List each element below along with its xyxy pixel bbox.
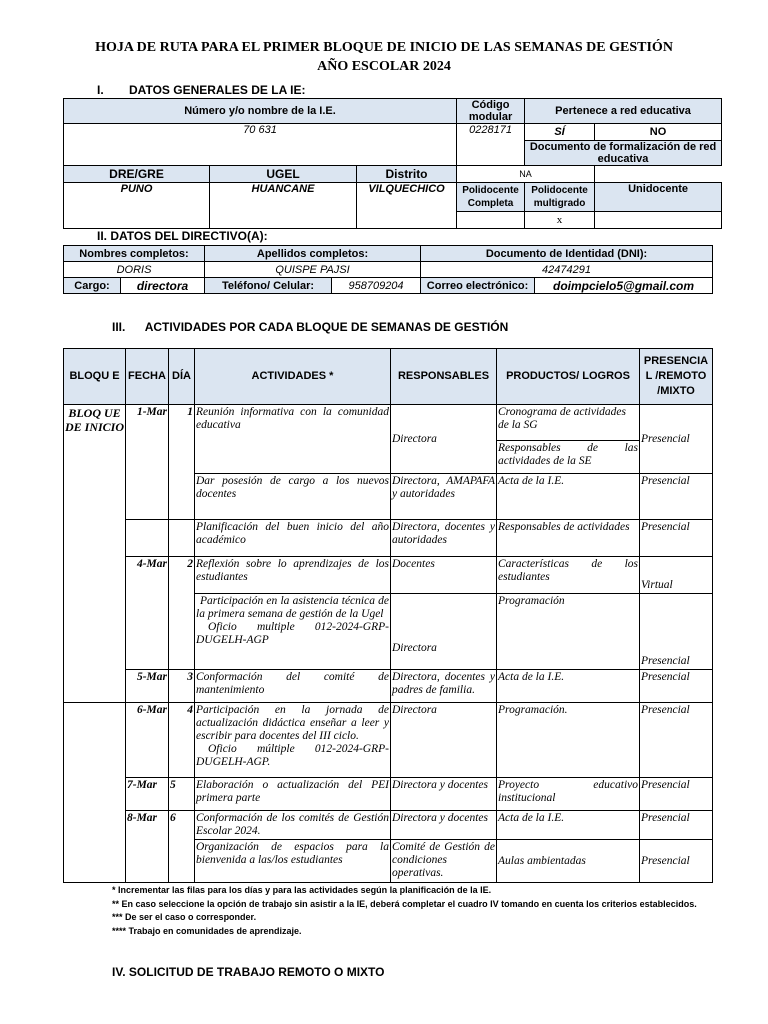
header-unidocente: Unidocente xyxy=(595,183,722,212)
activities-table xyxy=(63,348,713,883)
responsable-2: Directora, AMAPAFA y autoridades xyxy=(391,474,497,520)
producto-4: Características de los estudiantes xyxy=(497,557,640,594)
activity-5-text: Participación en la asistencia técnica de la primera semana de gestión de la Ugel xyxy=(196,595,389,620)
activity-1: Reunión informativa con la comunidad educativa xyxy=(195,405,391,474)
modalidad-7: Presencial xyxy=(640,703,713,778)
activity-7-oficio: Oficio múltiple 012-2024-GRP-DUGELH-AGP. xyxy=(196,743,389,768)
responsable-1: Directora xyxy=(391,405,497,474)
producto-1b: Responsables de las actividades de la SE xyxy=(497,441,640,474)
codigo-value: 0228171 xyxy=(457,124,525,166)
mark-multigrado: x xyxy=(525,212,595,229)
activity-5 xyxy=(195,594,391,670)
section-3-label: ACTIVIDADES POR CADA BLOQUE DE SEMANAS DE GESTIÓN xyxy=(144,320,509,334)
activity-3: Planificación del buen inicio del año académico xyxy=(195,520,391,557)
header-presencia: PRESENCIA L /REMOTO /MIXTO xyxy=(640,349,713,405)
telefono-value: 958709204 xyxy=(332,278,421,294)
producto-7: Programación. xyxy=(497,703,640,778)
dia-8: 6 xyxy=(169,811,195,883)
red-no: NO xyxy=(595,124,722,141)
fecha-1: 1-Mar xyxy=(126,405,169,520)
header-dre: DRE/GRE xyxy=(64,166,210,183)
header-cargo: Cargo: xyxy=(64,278,121,294)
document-title xyxy=(60,38,708,76)
section-1-number: I. xyxy=(97,83,104,97)
section-2-heading: II. DATOS DEL DIRECTIVO(A): xyxy=(97,229,268,243)
bloque-empty xyxy=(64,703,126,883)
dia-1: 1 xyxy=(169,405,195,520)
responsable-8: Directora y docentes xyxy=(391,778,497,811)
producto-2: Acta de la I.E. xyxy=(497,474,640,520)
header-productos: PRODUCTOS/ LOGROS xyxy=(497,349,640,405)
activity-9: Conformación de los comités de Gestión Escolar 2024. xyxy=(195,811,391,840)
activity-6: Conformación del comité de mantenimiento xyxy=(195,670,391,703)
header-dni: Documento de Identidad (DNI): xyxy=(421,246,713,262)
header-responsables: RESPONSABLES xyxy=(391,349,497,405)
dia-5: 3 xyxy=(169,670,195,703)
doc-red-value: NA xyxy=(457,166,595,183)
activity-5-oficio: Oficio multiple 012-2024-GRP-DUGELH-AGP xyxy=(196,621,389,646)
header-apellidos: Apellidos completos: xyxy=(205,246,421,262)
producto-9: Acta de la I.E. xyxy=(497,811,640,840)
producto-8: Proyecto educativo institucional xyxy=(497,778,640,811)
responsable-3: Directora, docentes y autoridades xyxy=(391,520,497,557)
footnote-2: ** En caso seleccione la opción de trabajo sin asistir a la IE, deberá completar el cuadro IV tomando en cuenta los criterios establecidos. xyxy=(112,898,697,909)
header-ugel: UGEL xyxy=(210,166,357,183)
modalidad-2: Presencial xyxy=(640,474,713,520)
red-si: SÍ xyxy=(525,124,595,141)
modalidad-4: Virtual xyxy=(640,557,713,594)
fecha-6: 6-Mar xyxy=(126,703,169,778)
footnote-1: * Incrementar las filas para los días y para las actividades según la planificación de la IE. xyxy=(112,885,492,895)
title-line-2: AÑO ESCOLAR 2024 xyxy=(317,59,451,74)
mark-polidocente-completa xyxy=(457,212,525,229)
correo-value: doimpcielo5@gmail.com xyxy=(535,278,713,294)
footnotes xyxy=(112,884,712,938)
activity-7 xyxy=(195,703,391,778)
dre-value: PUNO xyxy=(64,183,210,229)
section-3-heading xyxy=(112,320,508,334)
producto-10: Aulas ambientadas xyxy=(497,840,640,883)
bloque-label: BLOQ UE DE INICIO xyxy=(64,405,126,703)
responsable-9: Directora y docentes xyxy=(391,811,497,840)
fecha-8: 8-Mar xyxy=(126,811,169,883)
producto-1a: Cronograma de actividades de la SG xyxy=(497,405,640,441)
header-red: Pertenece a red educativa xyxy=(525,99,722,124)
footnote-4: **** Trabajo en comunidades de aprendizaje. xyxy=(112,925,302,936)
header-fecha: FECHA xyxy=(126,349,169,405)
header-polidocente-completa: Polidocente Completa xyxy=(457,183,525,212)
fecha-5: 5-Mar xyxy=(126,670,169,703)
distrito-value: VILQUECHICO xyxy=(357,183,457,229)
dia-7: 5 xyxy=(169,778,195,811)
cargo-value: directora xyxy=(121,278,205,294)
responsable-10: Comité de Gestión de condiciones operativas. xyxy=(391,840,497,883)
activity-2: Dar posesión de cargo a los nuevos docentes xyxy=(195,474,391,520)
header-polidocente-multigrado: Polidocente multigrado xyxy=(525,183,595,212)
modalidad-5: Presencial xyxy=(640,594,713,670)
modalidad-6: Presencial xyxy=(640,670,713,703)
title-line-1: HOJA DE RUTA PARA EL PRIMER BLOQUE DE INICIO DE LAS SEMANAS DE GESTIÓN xyxy=(95,40,673,55)
modalidad-10: Presencial xyxy=(640,840,713,883)
fecha-4: 4-Mar xyxy=(126,557,169,670)
activity-7-text: Participación en la jornada de actualización didáctica enseñar a leer y escribir para docentes del III ciclo. xyxy=(196,704,389,742)
header-correo: Correo electrónico: xyxy=(421,278,535,294)
producto-5: Programación xyxy=(497,594,640,670)
section-1-label: DATOS GENERALES DE LA IE: xyxy=(129,83,306,97)
header-ie-name: Número y/o nombre de la I.E. xyxy=(64,99,457,124)
footnote-3: *** De ser el caso o corresponder. xyxy=(112,912,257,922)
dia-4: 2 xyxy=(169,557,195,670)
responsable-4: Docentes xyxy=(391,557,497,594)
responsable-6: Directora, docentes y padres de familia. xyxy=(391,670,497,703)
producto-3: Responsables de actividades xyxy=(497,520,640,557)
modalidad-8: Presencial xyxy=(640,778,713,811)
responsable-5: Directora xyxy=(391,594,497,670)
header-doc-red: Documento de formalización de red educativa xyxy=(525,141,722,166)
ie-name-value: 70 631 xyxy=(64,124,457,166)
ugel-value: HUANCANE xyxy=(210,183,357,229)
header-actividades: ACTIVIDADES * xyxy=(195,349,391,405)
activity-4: Reflexión sobre lo aprendizajes de los estudiantes xyxy=(195,557,391,594)
dia-6: 4 xyxy=(169,703,195,778)
directivo-table xyxy=(63,245,713,294)
section-1-heading xyxy=(97,83,305,97)
modalidad-1: Presencial xyxy=(640,405,713,474)
modalidad-3: Presencial xyxy=(640,520,713,557)
responsable-7: Directora xyxy=(391,703,497,778)
header-nombres: Nombres completos: xyxy=(64,246,205,262)
section-3-number: III. xyxy=(112,320,126,334)
mark-unidocente xyxy=(595,212,722,229)
activity-8: Elaboración o actualización del PEI primera parte xyxy=(195,778,391,811)
producto-6: Acta de la I.E. xyxy=(497,670,640,703)
dni-value: 42474291 xyxy=(421,262,713,278)
apellidos-value: QUISPE PAJSI xyxy=(205,262,421,278)
header-dia: DÍA xyxy=(169,349,195,405)
activity-10: Organización de espacios para la bienvenida a las/los estudiantes xyxy=(195,840,391,883)
fecha-7: 7-Mar xyxy=(126,778,169,811)
header-distrito: Distrito xyxy=(357,166,457,183)
general-data-table xyxy=(63,98,722,229)
header-telefono: Teléfono/ Celular: xyxy=(205,278,332,294)
section-4-heading: IV. SOLICITUD DE TRABAJO REMOTO O MIXTO xyxy=(112,965,385,979)
header-codigo: Código modular xyxy=(457,99,525,124)
header-bloque: BLOQU E xyxy=(64,349,126,405)
modalidad-9: Presencial xyxy=(640,811,713,840)
nombres-value: DORIS xyxy=(64,262,205,278)
